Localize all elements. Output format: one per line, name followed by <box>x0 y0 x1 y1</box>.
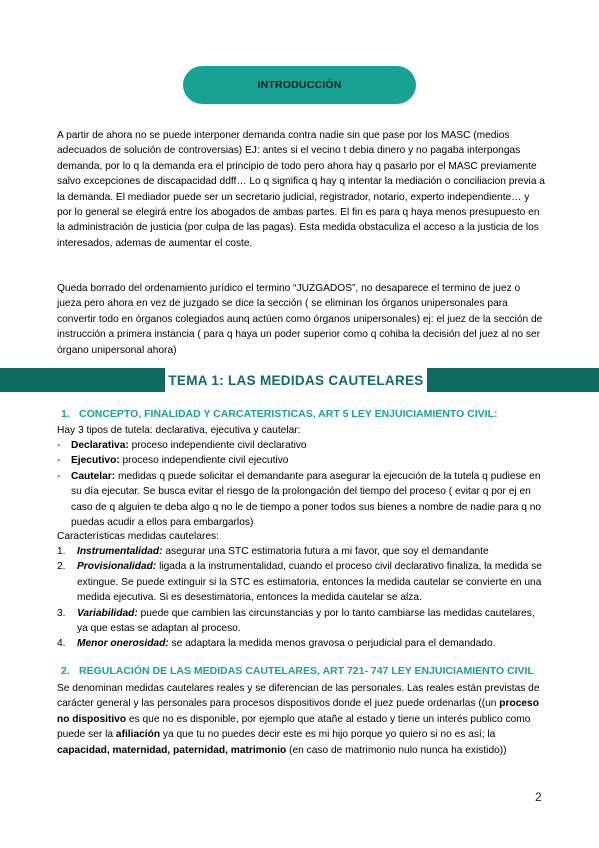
list-item <box>57 469 547 531</box>
section1-heading-text: CONCEPTO, FINALIDAD Y CARCATERISTICAS, ART 5 LEY ENJUICIAMIENTO CIVIL: <box>79 408 498 420</box>
section2-paragraph <box>57 681 545 758</box>
list-text: proceso independiente civil declarativo <box>128 440 307 451</box>
list-item <box>57 636 547 651</box>
section2-heading <box>57 665 534 677</box>
list-text: puede que cambien las circunstancias y por lo tanto cambiarse las medidas cautelares, ya que estas se adaptan al proceso. <box>77 607 535 635</box>
bold-run: proceso no dispositivo <box>57 698 539 725</box>
list-bullet: - <box>57 470 61 482</box>
section1-number: 1. <box>61 408 70 420</box>
list-text: proceso independiente civil ejecutivo <box>119 455 289 467</box>
text-run: (en caso de matrimonio nulo nunca ha existido)) <box>286 744 507 756</box>
list-term: Provisionalidad: <box>77 561 157 573</box>
list-text: asegurar una STC estimatoria futura a mi favor, que soy el demandante <box>162 546 489 557</box>
section2-number: 2. <box>61 665 70 677</box>
list-number: 3. <box>57 607 66 619</box>
section1-intro: Hay 3 tipos de tutela: declarativa, ejecutiva y cautelar: <box>57 425 301 436</box>
page-number: 2 <box>535 790 542 804</box>
caracteristicas-list <box>57 544 547 652</box>
list-term: Ejecutivo: <box>71 455 120 467</box>
list-item <box>57 453 547 468</box>
list-bullet: - <box>57 440 61 451</box>
tema-title-box <box>165 368 427 392</box>
text-run: Se denominan medidas cautelares reales y se diferencian de las personales. Las reales están previstas de carácter general y las personales para procesos dispositivos donde el juez puede ordenarlas ((un <box>57 683 540 710</box>
list-text: se adaptara la medida menos gravosa o perjudicial para el demandado. <box>168 638 496 650</box>
caracteristicas-label: Características medidas cautelares: <box>57 531 219 542</box>
intro-title: INTRODUCCIÓN <box>257 79 342 91</box>
list-number: 1. <box>57 546 66 557</box>
list-term: Variabilidad: <box>77 607 138 619</box>
list-item <box>57 438 547 453</box>
list-item <box>57 606 547 637</box>
text-run: ya que tu no puedes decir este es mi hijo porque yo quiero si no es así; la <box>160 729 496 741</box>
intro-title-badge <box>183 66 416 104</box>
text-run: es que no es disponible, por ejemplo que atañe al estado y tiene un interés publico como puede ser la <box>57 713 531 741</box>
section1-heading <box>57 408 497 420</box>
list-item <box>57 544 547 559</box>
intro-paragraph-1: A partir de ahora no se puede interponer demanda contra nadie sin que pase por los MASC (medios adecuados de solución de controversias) EJ: antes si el vecino t debia dinero y no pagaba interpongas demanda, por lo q la demanda era el principio de todo pero ahora hay q pasarlo por el MASC previamente salvo excepciones de discapacidad ddff… Lo q significa q hay q intentar la mediación o conciliacion previa a la demanda. El mediador puede ser un secretario judicial, registrador, notario, experto independiente… y por lo general se elegirá entre los abogados de ambas partes. El fin es para q haya menos presupuesto en la administración de justicia (por culpa de las pagas). Esta medida obstaculiza el acceso a la justicia de los interesados, ademas de aumentar el coste. <box>57 130 545 249</box>
bold-run: afiliación <box>115 729 161 741</box>
list-bullet: - <box>57 455 61 467</box>
list-number: 4. <box>57 638 66 650</box>
intro-paragraph-2: Queda borrado del ordenamiento jurídico el termino “JUZGADOS”, no desaparece el termino de juez o jueza pero ahora en vez de juzgado se dice la sección ( se eliminan los órganos unipersonales para convertir todo en órganos colegiados aunq actúen como órganos unipersonales) ej: el juez de la sección de instrucción a primera instancia ( para q haya un poder superior como q cohiba la decisión del juez al no ser órgano unipersonal ahora) <box>57 283 543 356</box>
tema-title: TEMA 1: LAS MEDIDAS CAUTELARES <box>168 372 424 388</box>
list-text: ligada a la instrumentalidad, cuando el proceso civil declarativo finaliza, la medida se extingue. Se puede extinguir si la STC es estimatoria, entonces la medida cautelar se convierte en una medida ejecutiva. Si es desestimatoria, entonces la medida cautelar se alza. <box>77 561 542 604</box>
list-number: 2. <box>57 561 66 573</box>
list-term: Declarativa: <box>71 440 129 451</box>
section2-heading-text: REGULACIÓN DE LAS MEDIDAS CAUTELARES, ART 721- 747 LEY ENJUICIAMIENTO CIVIL <box>79 665 534 677</box>
list-term: Menor onerosidad: <box>77 638 169 650</box>
bold-run: capacidad, maternidad, paternidad, matrimonio <box>57 744 287 756</box>
list-text: medidas q puede solicitar el demandante para asegurar la ejecución de la tutela q pudiese en su día ejecutar. Se busca evitar el riesgo de la prolongación del tiempo del proceso ( evitar q por ej en caso de q alguien te deba algo q no le de tiempo a poner todos sus bienes a nombre de nadie para q no puedas acudir a ellos para embargarlos) <box>71 470 542 529</box>
tutela-list <box>57 438 547 530</box>
list-term: Instrumentalidad: <box>77 546 163 557</box>
list-term: Cautelar: <box>71 470 116 482</box>
list-item <box>57 559 547 605</box>
